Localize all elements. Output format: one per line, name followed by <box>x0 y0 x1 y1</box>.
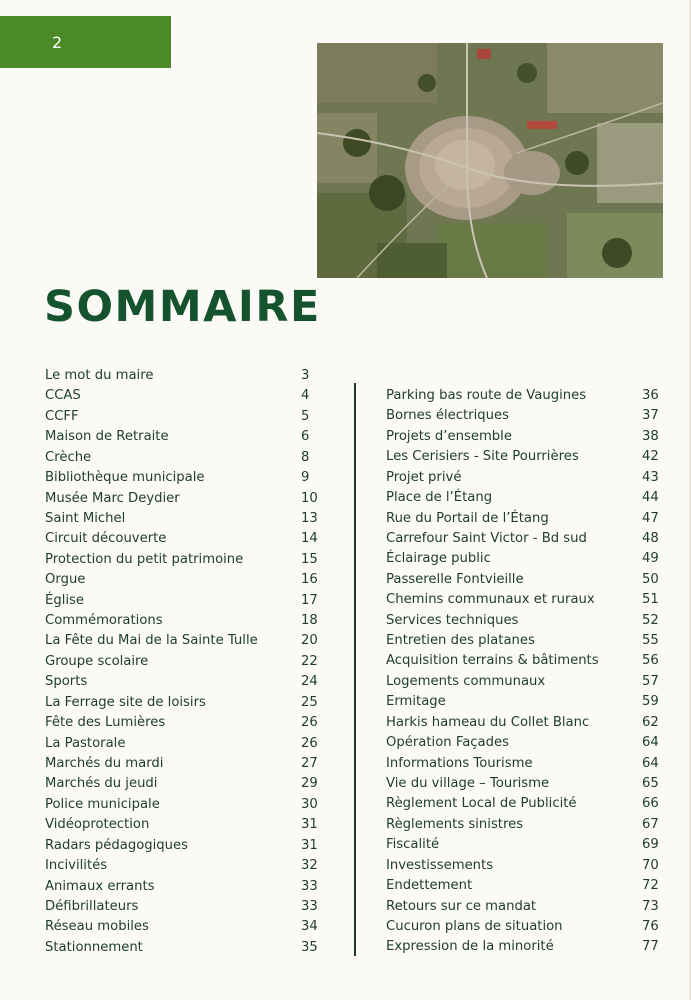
toc-entry[interactable] <box>386 509 662 529</box>
toc-entry[interactable] <box>386 529 662 549</box>
toc-entry[interactable] <box>386 733 662 753</box>
toc-entry-page: 48 <box>642 530 659 546</box>
toc-entry-label: Réseau mobiles <box>45 919 149 935</box>
toc-entry-page: 65 <box>642 776 659 792</box>
toc-entry-page: 76 <box>642 918 659 934</box>
toc-entry[interactable] <box>386 651 662 671</box>
toc-entry-page: 17 <box>301 592 318 608</box>
toc-entry[interactable] <box>45 611 318 631</box>
toc-entry-page: 55 <box>642 633 659 649</box>
toc-entry[interactable] <box>45 427 315 447</box>
toc-entry-page: 24 <box>301 674 318 690</box>
toc-entry[interactable] <box>386 672 662 692</box>
toc-entry-page: 15 <box>301 551 318 567</box>
toc-entry-label: Services techniques <box>386 612 519 628</box>
toc-entry[interactable] <box>45 672 318 692</box>
toc-entry-page: 77 <box>642 939 659 955</box>
toc-entry-label: Cucuron plans de situation <box>386 918 563 934</box>
toc-entry-label: CCFF <box>45 408 79 424</box>
toc-entry-label: Chemins communaux et ruraux <box>386 592 595 608</box>
toc-entry-label: Maison de Retraite <box>45 429 169 445</box>
toc-entry-page: 14 <box>301 531 318 547</box>
toc-entry-page: 8 <box>301 449 310 465</box>
toc-entry[interactable] <box>386 754 662 774</box>
toc-entry-label: Entretien des platanes <box>386 633 535 649</box>
toc-entry[interactable] <box>45 938 318 958</box>
toc-entry-page: 20 <box>301 633 318 649</box>
toc-entry[interactable] <box>386 468 662 488</box>
toc-entry[interactable] <box>386 427 662 447</box>
toc-entry[interactable] <box>45 570 318 590</box>
toc-entry[interactable] <box>45 774 318 794</box>
toc-entry-page: 64 <box>642 735 659 751</box>
toc-entry[interactable] <box>45 713 318 733</box>
toc-entry[interactable] <box>45 856 318 876</box>
toc-entry[interactable] <box>45 448 315 468</box>
toc-entry-page: 37 <box>642 408 659 424</box>
toc-entry-page: 64 <box>642 755 659 771</box>
toc-entry-label: Radars pédagogiques <box>45 837 189 853</box>
toc-entry[interactable] <box>386 447 662 467</box>
toc-entry-label: Animaux errants <box>45 878 155 894</box>
toc-entry-page: 26 <box>301 735 318 751</box>
toc-entry-label: Carrefour Saint Victor - Bd sud <box>386 530 587 546</box>
toc-left-column <box>45 366 318 958</box>
toc-entry-page: 30 <box>301 796 318 812</box>
toc-entry-label: Investissements <box>386 857 494 873</box>
toc-entry[interactable] <box>45 795 318 815</box>
toc-entry[interactable] <box>386 937 662 957</box>
toc-entry-label: Éclairage public <box>386 551 491 567</box>
column-divider <box>354 383 356 956</box>
toc-entry[interactable] <box>45 489 318 509</box>
toc-entry-label: Le mot du maire <box>45 368 154 383</box>
toc-entry-label: Retours sur ce mandat <box>386 898 537 914</box>
toc-entry-label: Projet privé <box>386 469 462 485</box>
aerial-village-photo <box>317 43 663 278</box>
toc-entry-label: Bibliothèque municipale <box>45 470 205 486</box>
toc-entry-page: 62 <box>642 714 659 730</box>
toc-entry-label: Projets d’ensemble <box>386 428 512 444</box>
toc-entry-label: Fête des Lumières <box>45 715 166 731</box>
toc-entry-label: Marchés du mardi <box>45 756 164 772</box>
toc-entry-page: 6 <box>301 429 310 445</box>
toc-entry[interactable] <box>386 897 662 917</box>
toc-entry[interactable] <box>45 652 318 672</box>
toc-entry-label: CCAS <box>45 388 81 404</box>
toc-entry[interactable] <box>45 407 315 427</box>
toc-entry-label: Défibrillateurs <box>45 898 139 914</box>
toc-entry-page: 18 <box>301 613 318 629</box>
toc-entry-page: 50 <box>642 571 659 587</box>
toc-entry-label: La Pastorale <box>45 735 126 751</box>
toc-entry[interactable] <box>386 856 662 876</box>
toc-entry[interactable] <box>45 509 318 529</box>
toc-entry[interactable] <box>45 468 315 488</box>
toc-entry[interactable] <box>386 917 662 937</box>
toc-entry-label: Stationnement <box>45 939 143 955</box>
toc-entry-label: Opération Façades <box>386 735 509 751</box>
toc-entry-label: Marchés du jeudi <box>45 776 158 792</box>
toc-entry[interactable] <box>45 754 318 774</box>
toc-entry-page: 25 <box>301 694 318 710</box>
toc-entry-label: Rue du Portail de l’Étang <box>386 510 549 526</box>
toc-entry-page: 67 <box>642 816 659 832</box>
toc-entry-page: 32 <box>301 858 318 874</box>
toc-entry-label: Informations Tourisme <box>386 755 533 771</box>
toc-entry-page: 31 <box>301 817 318 833</box>
toc-entry-label: Fiscalité <box>386 837 440 853</box>
toc-entry-page: 29 <box>301 776 318 792</box>
toc-entry[interactable] <box>45 631 318 651</box>
toc-entry-label: Commémorations <box>45 613 163 629</box>
toc-entry[interactable] <box>45 529 318 549</box>
toc-entry[interactable] <box>45 591 318 611</box>
toc-entry-label: Logements communaux <box>386 673 546 689</box>
page-title: SOMMAIRE <box>44 282 321 332</box>
toc-entry[interactable] <box>45 815 318 835</box>
toc-entry[interactable] <box>45 917 318 937</box>
toc-entry[interactable] <box>386 794 662 814</box>
toc-entry-page: 47 <box>642 510 659 526</box>
toc-entry-label: Vie du village – Tourisme <box>386 776 550 792</box>
toc-entry-page: 35 <box>301 939 318 955</box>
toc-entry[interactable] <box>45 734 318 754</box>
toc-entry-page: 3 <box>301 368 310 383</box>
toc-entry-label: Acquisition terrains & bâtiments <box>386 653 599 669</box>
toc-entry-label: Ermitage <box>386 694 446 710</box>
toc-entry[interactable] <box>45 897 318 917</box>
toc-entry-page: 13 <box>301 510 318 526</box>
toc-entry-label: Passerelle Fontvieille <box>386 571 524 587</box>
toc-entry-page: 66 <box>642 796 659 812</box>
toc-entry-label: Règlement Local de Publicité <box>386 796 577 812</box>
toc-entry-page: 44 <box>642 490 659 506</box>
toc-entry[interactable] <box>45 386 315 406</box>
toc-entry[interactable] <box>386 774 662 794</box>
toc-entry-label: Église <box>45 592 85 608</box>
toc-entry-page: 27 <box>301 756 318 772</box>
toc-entry-label: Circuit découverte <box>45 531 167 547</box>
toc-entry-page: 5 <box>301 408 310 424</box>
toc-entry[interactable] <box>45 366 315 386</box>
toc-entry-page: 57 <box>642 673 659 689</box>
toc-entry-label: Police municipale <box>45 796 160 812</box>
toc-entry-page: 22 <box>301 653 318 669</box>
toc-entry-page: 9 <box>301 470 310 486</box>
toc-entry-page: 56 <box>642 653 659 669</box>
toc-entry-page: 70 <box>642 857 659 873</box>
toc-entry-page: 59 <box>642 694 659 710</box>
toc-entry[interactable] <box>386 570 662 590</box>
toc-entry[interactable] <box>386 386 662 406</box>
toc-entry-page: 73 <box>642 898 659 914</box>
toc-entry-label: Expression de la minorité <box>386 939 554 955</box>
page-number: 2 <box>52 33 63 52</box>
toc-entry-page: 33 <box>301 898 318 914</box>
toc-entry-label: Vidéoprotection <box>45 817 150 833</box>
toc-entry[interactable] <box>386 692 662 712</box>
toc-entry-label: Place de l’Étang <box>386 490 493 506</box>
toc-entry-label: Groupe scolaire <box>45 653 149 669</box>
toc-entry-page: 10 <box>301 490 318 506</box>
toc-right-column <box>386 386 662 958</box>
toc-entry[interactable] <box>386 631 662 651</box>
toc-entry-page: 31 <box>301 837 318 853</box>
toc-entry-label: Musée Marc Deydier <box>45 490 180 506</box>
toc-entry-label: Crèche <box>45 449 92 465</box>
toc-entry[interactable] <box>386 488 662 508</box>
toc-entry-label: La Ferrage site de loisirs <box>45 694 206 710</box>
toc-entry-page: 26 <box>301 715 318 731</box>
toc-entry[interactable] <box>386 835 662 855</box>
toc-entry[interactable] <box>45 693 318 713</box>
toc-entry[interactable] <box>386 406 662 426</box>
toc-entry-page: 36 <box>642 388 659 403</box>
toc-entry[interactable] <box>386 549 662 569</box>
toc-entry-page: 38 <box>642 428 659 444</box>
toc-entry-page: 4 <box>301 388 310 404</box>
toc-entry-label: Les Cerisiers - Site Pourrières <box>386 449 579 465</box>
toc-entry[interactable] <box>45 877 318 897</box>
toc-entry-label: Règlements sinistres <box>386 816 524 832</box>
toc-entry[interactable] <box>45 836 318 856</box>
toc-entry-page: 49 <box>642 551 659 567</box>
toc-entry[interactable] <box>45 550 318 570</box>
toc-entry-page: 72 <box>642 878 659 894</box>
toc-entry-page: 34 <box>301 919 318 935</box>
toc-entry-page: 52 <box>642 612 659 628</box>
toc-entry[interactable] <box>386 876 662 896</box>
toc-entry-page: 51 <box>642 592 659 608</box>
toc-entry[interactable] <box>386 590 662 610</box>
toc-entry-page: 16 <box>301 572 318 588</box>
toc-entry-page: 43 <box>642 469 659 485</box>
toc-entry-page: 42 <box>642 449 659 465</box>
toc-entry-page: 69 <box>642 837 659 853</box>
toc-entry-label: Bornes électriques <box>386 408 509 424</box>
toc-entry-label: La Fête du Mai de la Sainte Tulle <box>45 633 258 649</box>
toc-entry-label: Protection du petit patrimoine <box>45 551 244 567</box>
toc-entry-label: Incivilités <box>45 858 108 874</box>
toc-entry-label: Sports <box>45 674 88 690</box>
toc-entry[interactable] <box>386 713 662 733</box>
toc-entry-label: Saint Michel <box>45 510 126 526</box>
toc-entry-page: 33 <box>301 878 318 894</box>
toc-entry-label: Parking bas route de Vaugines <box>386 388 587 403</box>
toc-entry[interactable] <box>386 815 662 835</box>
toc-entry-label: Orgue <box>45 572 86 588</box>
toc-entry-label: Harkis hameau du Collet Blanc <box>386 714 590 730</box>
page-number-tab <box>0 16 171 68</box>
toc-entry[interactable] <box>386 611 662 631</box>
toc-entry-label: Endettement <box>386 878 473 894</box>
